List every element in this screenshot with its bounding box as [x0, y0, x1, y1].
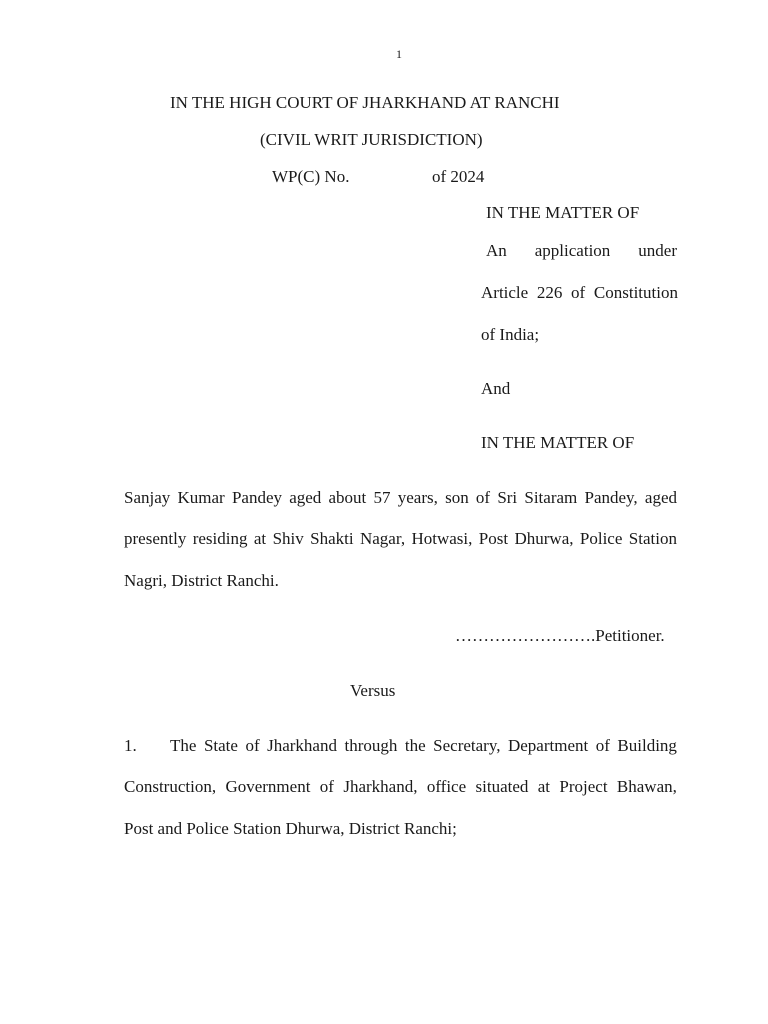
word: of	[475, 488, 491, 507]
petitioner-line-3: Nagri, District Ranchi.	[124, 571, 279, 590]
word: Post	[478, 529, 509, 548]
matter-heading-first: IN THE MATTER OF	[486, 203, 640, 222]
word: Sanjay	[124, 488, 171, 507]
versus-label: Versus	[350, 681, 396, 700]
word: Building	[617, 736, 677, 755]
respondent-line-3: Post and Police Station Dhurwa, District Ranchi;	[124, 819, 457, 838]
application-line-3: of India;	[481, 325, 540, 344]
word: Article	[481, 283, 529, 302]
court-title: IN THE HIGH COURT OF JHARKHAND AT RANCHI	[170, 93, 560, 112]
word: Government	[225, 777, 311, 796]
application-line-1	[486, 242, 677, 259]
word: Nagar,	[359, 529, 406, 548]
word: 57	[373, 488, 391, 507]
word: years,	[397, 488, 438, 507]
word: application	[534, 241, 611, 260]
word: at	[537, 777, 551, 796]
word: Secretary,	[433, 736, 501, 755]
word: situated	[475, 777, 529, 796]
case-year: of 2024	[432, 167, 485, 186]
word: under	[638, 241, 677, 260]
word: the	[404, 736, 426, 755]
word: Pandey	[231, 488, 282, 507]
word: Sitaram	[524, 488, 578, 507]
word: office	[426, 777, 467, 796]
word: about	[328, 488, 367, 507]
word: Bhawan,	[616, 777, 677, 796]
word: of	[595, 736, 610, 755]
application-line-2	[481, 284, 678, 301]
word: Sri	[497, 488, 518, 507]
respondent-line-2	[124, 778, 677, 795]
petitioner-line-1	[124, 489, 677, 506]
conjunction-and: And	[481, 379, 511, 398]
word: Shakti	[310, 529, 354, 548]
word: Shiv	[272, 529, 304, 548]
petitioner-designation: …………………….Petitioner.	[455, 626, 665, 645]
word: aged	[644, 488, 677, 507]
word: Jharkhand,	[343, 777, 418, 796]
word: An	[486, 241, 507, 260]
word: through	[344, 736, 398, 755]
word: presently	[124, 529, 187, 548]
word: Kumar	[177, 488, 225, 507]
respondent-line-1	[170, 737, 677, 754]
word: Hotwasi,	[411, 529, 473, 548]
word: residing	[192, 529, 248, 548]
word: aged	[289, 488, 322, 507]
petitioner-line-2	[124, 530, 677, 547]
word: Pandey,	[584, 488, 638, 507]
matter-heading-second: IN THE MATTER OF	[481, 433, 635, 452]
word: State	[203, 736, 238, 755]
word: Dhurwa,	[514, 529, 574, 548]
jurisdiction-heading: (CIVIL WRIT JURISDICTION)	[260, 130, 483, 149]
word: of	[245, 736, 260, 755]
word: Department	[507, 736, 589, 755]
word: Construction,	[124, 777, 217, 796]
word: Police	[579, 529, 623, 548]
word: Jharkhand	[267, 736, 337, 755]
word: The	[170, 736, 197, 755]
word: Constitution	[593, 283, 678, 302]
word: Project	[559, 777, 608, 796]
word: Station	[628, 529, 677, 548]
word: of	[571, 283, 586, 302]
word: 226	[536, 283, 563, 302]
word: of	[319, 777, 334, 796]
word: at	[253, 529, 267, 548]
word: son	[445, 488, 469, 507]
case-number-label: WP(C) No.	[272, 167, 350, 186]
page-number: 1	[396, 47, 402, 61]
respondent-number: 1.	[124, 736, 137, 755]
